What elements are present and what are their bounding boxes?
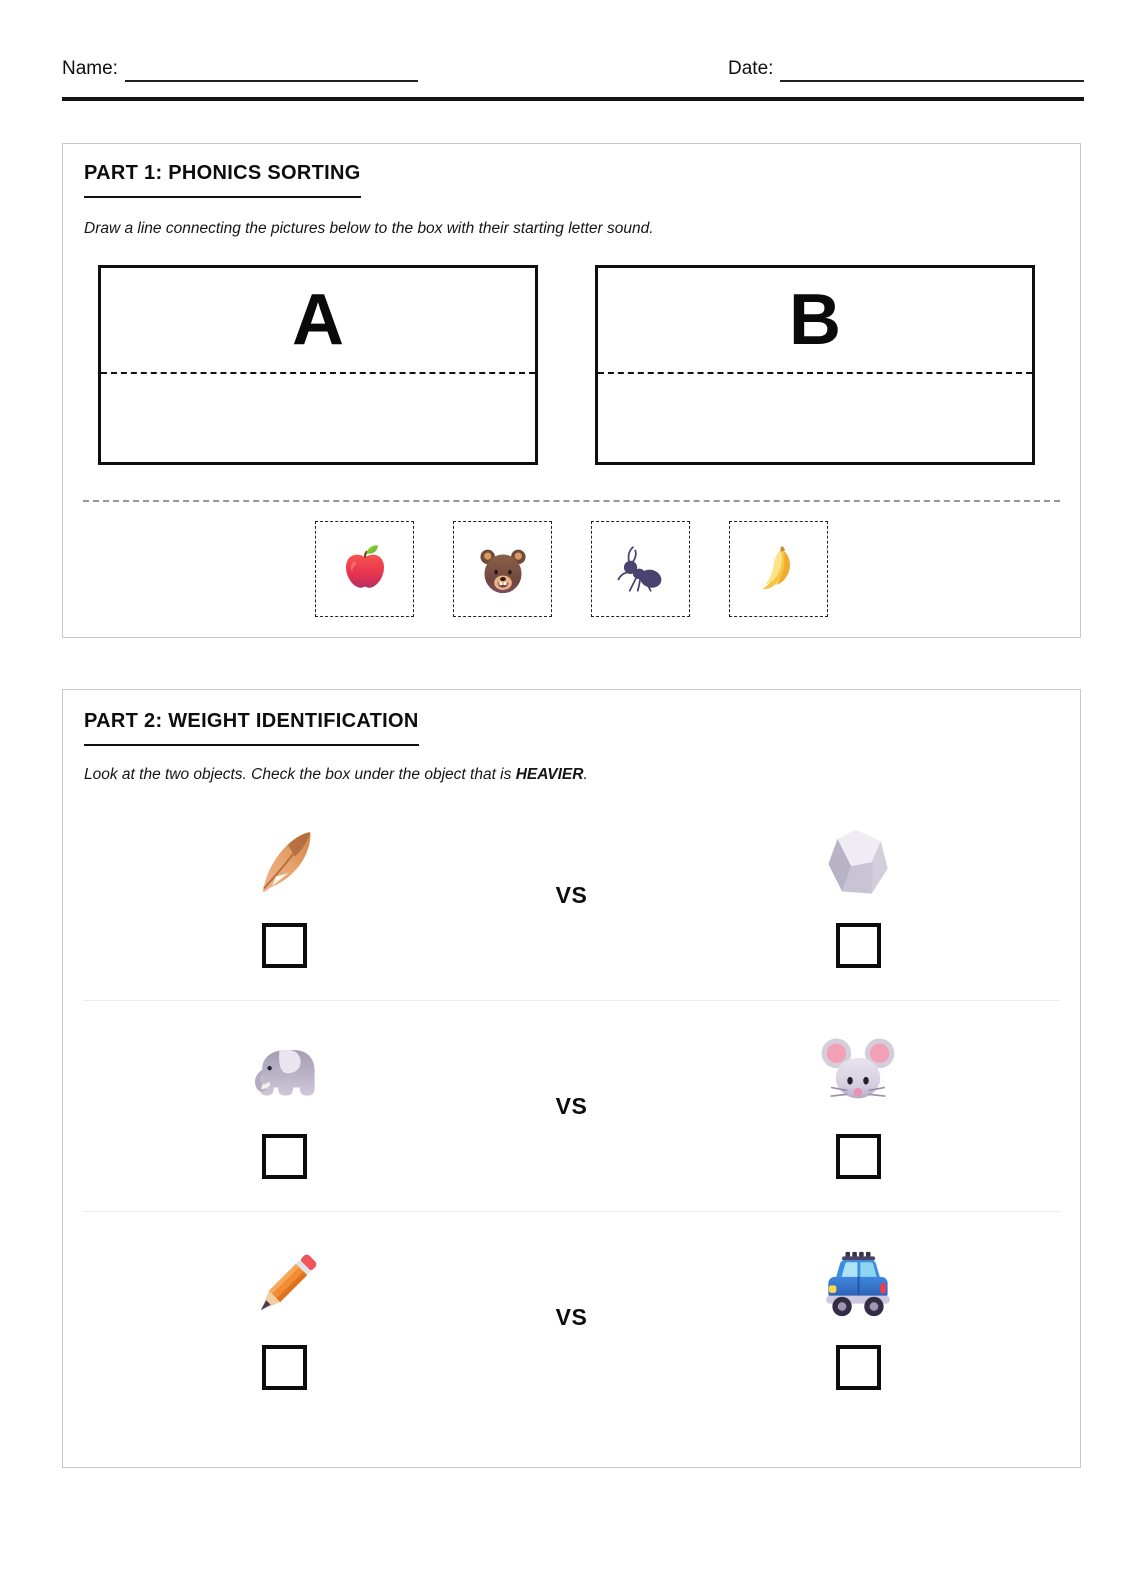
part1-instructions: Draw a line connecting the pictures below to the box with their starting letter sound. — [84, 220, 654, 237]
part2-section — [62, 689, 1081, 1468]
picture-tile-ant[interactable] — [591, 521, 690, 617]
picture-tile-bear[interactable] — [453, 521, 552, 617]
car-checkbox[interactable] — [836, 1345, 881, 1390]
picture-tile-apple[interactable] — [315, 521, 414, 617]
part1-section — [62, 143, 1081, 638]
mouse-checkbox[interactable] — [836, 1134, 881, 1179]
right-object-cell — [657, 1034, 1061, 1179]
letter-box-b[interactable] — [595, 265, 1035, 465]
rock-checkbox[interactable] — [836, 923, 881, 968]
part1-title: PART 1: PHONICS SORTING — [84, 161, 361, 198]
phonics-tiles — [63, 521, 1080, 617]
apple-icon — [336, 540, 394, 598]
letter-boxes — [98, 265, 1035, 465]
ant-icon — [612, 540, 670, 598]
letter-a: A — [292, 280, 344, 360]
part2-instructions: Look at the two objects. Check the box under the object that is HEAVIER. — [84, 766, 588, 783]
cut-line — [83, 500, 1060, 502]
comparison-row — [83, 790, 1060, 1000]
banana-icon — [750, 540, 808, 598]
rock-icon — [817, 823, 899, 905]
date-field — [728, 58, 1084, 82]
letter-b: B — [789, 280, 841, 360]
elephant-icon — [244, 1034, 326, 1116]
right-object-cell — [657, 1245, 1061, 1390]
comparison-rows — [63, 790, 1080, 1422]
part2-title: PART 2: WEIGHT IDENTIFICATION — [84, 709, 419, 746]
vs-label: VS — [555, 881, 588, 908]
name-input-line[interactable] — [125, 58, 418, 82]
left-object-cell — [83, 823, 487, 968]
left-object-cell — [83, 1034, 487, 1179]
date-input-line[interactable] — [780, 58, 1084, 82]
bear-icon — [474, 540, 532, 598]
letter-box-a[interactable] — [98, 265, 538, 465]
vs-label: VS — [555, 1303, 588, 1330]
elephant-checkbox[interactable] — [262, 1134, 307, 1179]
picture-tile-banana[interactable] — [729, 521, 828, 617]
name-field — [62, 58, 418, 82]
feather-icon — [244, 823, 326, 905]
comparison-row — [83, 1211, 1060, 1422]
feather-checkbox[interactable] — [262, 923, 307, 968]
header-divider — [62, 97, 1084, 101]
left-object-cell — [83, 1245, 487, 1390]
date-label: Date: — [728, 58, 774, 79]
right-object-cell — [657, 823, 1061, 968]
car-icon — [817, 1245, 899, 1327]
heavier-emphasis: HEAVIER — [515, 766, 584, 783]
comparison-row — [83, 1000, 1060, 1211]
pencil-icon — [244, 1245, 326, 1327]
name-label: Name: — [62, 58, 118, 79]
vs-label: VS — [555, 1092, 588, 1119]
pencil-checkbox[interactable] — [262, 1345, 307, 1390]
mouse-icon — [817, 1034, 899, 1116]
